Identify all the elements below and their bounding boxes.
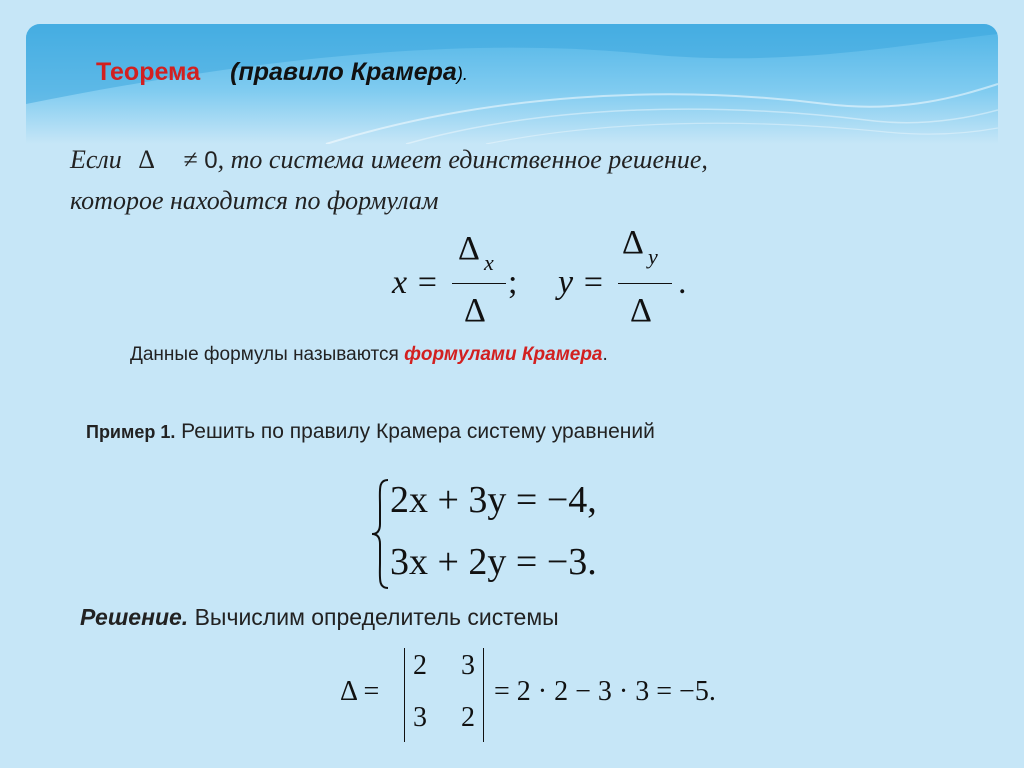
neq-symbol: ≠ — [183, 145, 198, 174]
named-prefix: Данные формулы называются — [130, 344, 405, 365]
example-line — [86, 420, 655, 444]
if-word: Если — [70, 145, 122, 174]
x-subscript: x — [484, 250, 494, 275]
det-a12: 3 — [461, 650, 475, 681]
det-a21: 3 — [413, 702, 427, 733]
y-subscript: y — [648, 244, 658, 269]
named-suffix: . — [602, 344, 608, 365]
y-denominator: Δ — [630, 292, 652, 329]
example-label: Пример 1. — [86, 422, 176, 442]
formulas-named-text — [130, 344, 608, 366]
y-numerator: Δ — [622, 224, 644, 261]
example-text: Решить по правилу Крамера систему уравнений — [175, 420, 655, 443]
y-fraction — [618, 224, 672, 340]
det-a11: 2 — [413, 650, 427, 681]
cramer-formulas — [392, 224, 702, 340]
system-brace — [370, 476, 392, 592]
det-lhs: Δ = — [340, 676, 380, 707]
solution-text: Вычислим определитель системы — [188, 604, 559, 630]
det-matrix — [404, 648, 484, 742]
theorem-condition — [70, 140, 708, 221]
y-fraction-bar — [618, 283, 672, 284]
x-lhs: x = — [392, 264, 439, 301]
x-fraction-bar — [452, 283, 506, 284]
y-lhs: y = — [558, 264, 605, 301]
equation-1: 2x + 3y = −4, — [390, 479, 597, 521]
condition-line2: которое находится по формулам — [70, 186, 439, 215]
delta-symbol: Δ — [138, 145, 155, 174]
solution-line — [80, 604, 559, 631]
equation-2: 3x + 2y = −3. — [390, 541, 597, 583]
theorem-rule: (правило Крамера — [230, 58, 457, 86]
named-highlight: формулами Крамера — [404, 344, 603, 365]
solution-label: Решение. — [80, 604, 189, 630]
theorem-close: ). — [456, 64, 468, 84]
zero-value: 0 — [204, 147, 218, 174]
det-rhs: = 2 · 2 − 3 · 3 = −5. — [494, 676, 716, 707]
condition-rest: , то система имеет единственное решение, — [217, 145, 708, 174]
period: . — [678, 264, 687, 301]
x-fraction — [452, 230, 506, 340]
x-denominator: Δ — [464, 292, 486, 329]
theorem-word: Теорема — [96, 58, 201, 86]
det-a22: 2 — [461, 702, 475, 733]
theorem-title — [96, 58, 468, 87]
semicolon: ; — [508, 264, 518, 301]
x-numerator: Δ — [458, 230, 480, 267]
